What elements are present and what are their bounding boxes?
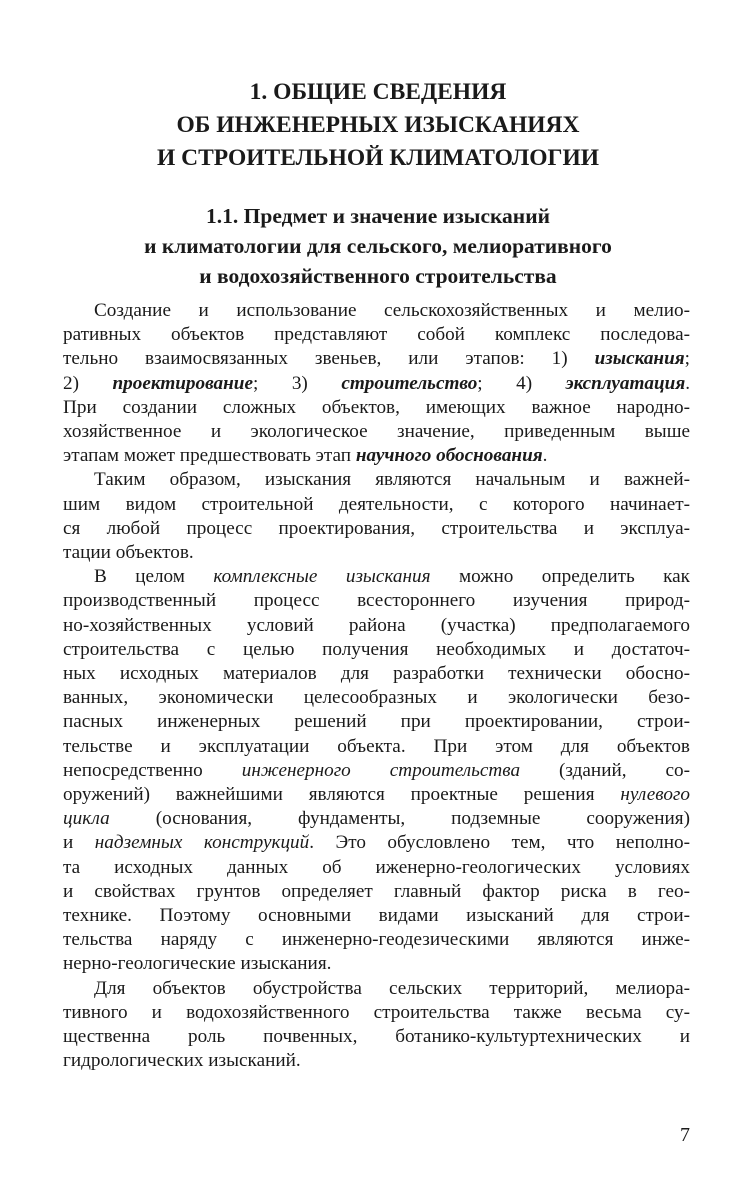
text-line: оружений) важнейшими являются проектные решения нулевого — [63, 784, 690, 806]
text-line: и надземных конструкций. Это обусловлено тем, что неполно- — [63, 832, 690, 854]
page-number: 7 — [680, 1124, 690, 1146]
text-line: ванных, экономически целесообразных и экологически безо- — [63, 687, 690, 709]
emphasis-term: проектирование — [112, 372, 253, 394]
emphasis-term: эксплуатация — [565, 372, 686, 394]
text-line: В целом комплексные изыскания можно определить как — [94, 566, 690, 588]
text-line: гидрологических изысканий. — [63, 1050, 301, 1072]
text-line: Таким образом, изыскания являются начальным и важней- — [94, 469, 690, 491]
text-line: пасных инженерных решений при проектировании, строи- — [63, 711, 690, 733]
text-line: производственный процесс всестороннего изучения природ- — [63, 590, 690, 612]
chapter-title-line: 1. ОБЩИЕ СВЕДЕНИЯ — [249, 79, 507, 105]
paragraph-4 — [63, 977, 690, 1074]
chapter-title-line: И СТРОИТЕЛЬНОЙ КЛИМАТОЛОГИИ — [156, 145, 600, 171]
text-line: 2) проектирование; 3) строительство; 4) эксплуатация. — [63, 372, 690, 394]
text-line: ся любой процесс проектирования, строительства и эксплуа- — [63, 517, 690, 539]
paragraph-2 — [63, 468, 690, 565]
text-line: строительства с целью получения необходимых и достаточ- — [63, 638, 690, 660]
text-line: ных исходных материалов для разработки технически обосно- — [63, 663, 690, 685]
text-line: хозяйственное и экологическое значение, приведенным выше — [63, 421, 690, 443]
italic-term: инженерного строительства — [241, 759, 521, 781]
text-line: тельстве и эксплуатации объекта. При этом для объектов — [63, 735, 690, 757]
section-title-line: и климатологии для сельского, мелиоративного — [144, 234, 612, 258]
text-line: тельства наряду с инженерно-геодезическими являются инже- — [63, 929, 690, 951]
chapter-title-line: ОБ ИНЖЕНЕРНЫХ ИЗЫСКАНИЯХ — [176, 112, 580, 138]
emphasis-term: строительство — [341, 372, 478, 394]
text-line: При создании сложных объектов, имеющих важное народно- — [63, 396, 690, 418]
text-line: тельно взаимосвязанных звеньев, или этапов: 1) изыскания; — [63, 348, 690, 370]
italic-term: нулевого — [620, 784, 690, 806]
text-line: но-хозяйственных условий района (участка) предполагаемого — [63, 614, 690, 636]
emphasis-term: научного обоснования — [355, 445, 543, 467]
italic-term: цикла — [63, 808, 110, 830]
text-line: и свойствах грунтов определяет главный фактор риска в гео- — [63, 880, 690, 902]
section-title-line: 1.1. Предмет и значение изысканий — [206, 204, 550, 228]
section-title — [0, 201, 756, 291]
text-line: ративных объектов представляют собой комплекс последова- — [63, 324, 690, 346]
text-line: Создание и использование сельскохозяйственных и мелио- — [94, 300, 690, 321]
text-line: шим видом строительной деятельности, с которого начинает- — [63, 493, 690, 515]
text-line: цикла (основания, фундаменты, подземные сооружения) — [63, 808, 690, 830]
chapter-title — [0, 76, 756, 175]
text-line: та исходных данных об иженерно-геологических условиях — [63, 856, 690, 878]
text-line: этапам может предшествовать этап научного обоснования. — [63, 445, 548, 467]
text-line: тивного и водохозяйственного строительства также весьма су- — [63, 1001, 690, 1023]
italic-term: комплексные изыскания — [213, 566, 431, 588]
text-line: нерно-геологические изыскания. — [63, 953, 332, 975]
text-line: тации объектов. — [63, 542, 194, 564]
text-line: непосредственно инженерного строительства (зданий, со- — [63, 759, 690, 781]
text-line: щественна роль почвенных, ботанико-культуртехнических и — [63, 1026, 690, 1048]
emphasis-term: изыскания — [594, 348, 685, 370]
body-text — [63, 299, 690, 1074]
text-line: Для объектов обустройства сельских территорий, мелиора- — [94, 977, 690, 999]
section-title-line: и водохозяйственного строительства — [199, 264, 557, 288]
paragraph-1 — [63, 299, 690, 468]
paragraph-3 — [63, 565, 690, 976]
text-line: технике. Поэтому основными видами изысканий для строи- — [63, 905, 690, 927]
italic-term: надземных конструкций — [94, 832, 310, 854]
